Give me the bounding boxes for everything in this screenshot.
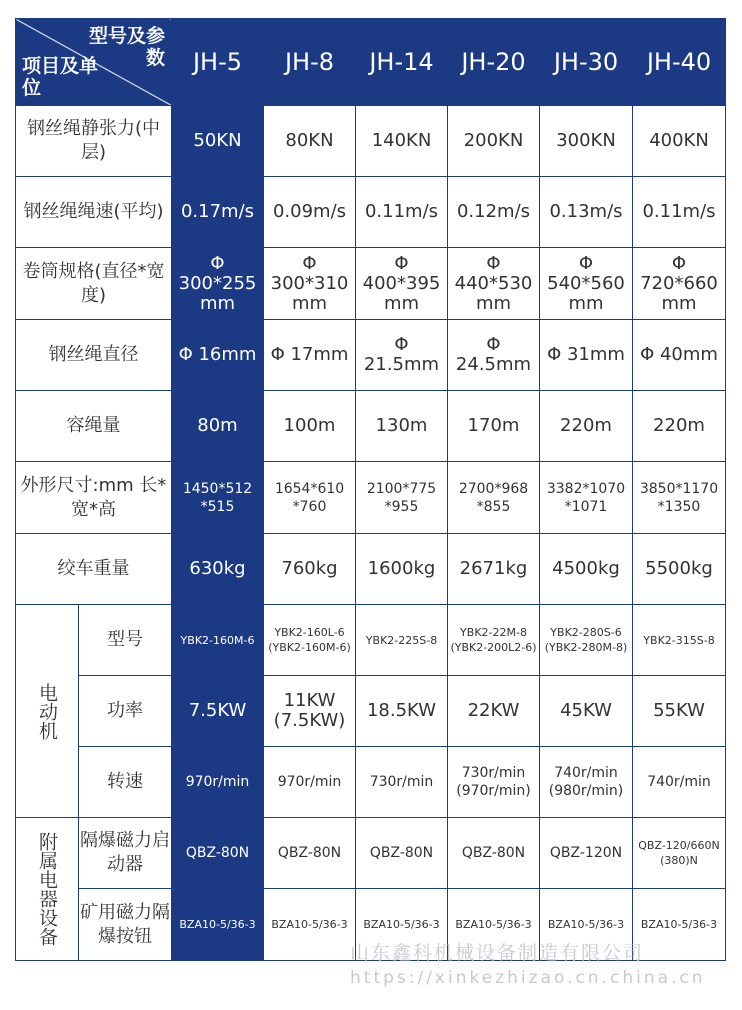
corner-bottom-left-label: 项目及单位 [22,55,99,99]
cell: Φ 300*310 mm [264,248,356,320]
table-row [16,177,726,248]
row-label: 外形尺寸:mm 长*宽*高 [16,462,172,534]
cell: YBK2-315S-8 [633,605,726,676]
model-header: JH-40 [633,19,726,106]
motor-group-label: 电动机 [16,605,79,818]
cell: 18.5KW [356,676,448,747]
cell: 0.17m/s [172,177,264,248]
cell: 1654*610 *760 [264,462,356,534]
cell: QBZ-80N [264,818,356,889]
cell: 3382*1070 *1071 [540,462,633,534]
cell: Φ 17mm [264,320,356,391]
cell: 1450*512 *515 [172,462,264,534]
model-header: JH-14 [356,19,448,106]
cell: BZA10-5/36-3 [540,889,633,961]
cell: Φ 540*560 mm [540,248,633,320]
cell: Φ 720*660 mm [633,248,726,320]
cell: 400KN [633,106,726,177]
cell: QBZ-120/660N (380)N [633,818,726,889]
cell: Φ 400*395 mm [356,248,448,320]
watermark-company: 山东鑫科机械设备制造有限公司 [350,942,645,964]
table-row [16,534,726,605]
cell: 970r/min [172,747,264,818]
cell: 0.12m/s [448,177,540,248]
cell: YBK2-160M-6 [172,605,264,676]
model-header: JH-20 [448,19,540,106]
cell: 760kg [264,534,356,605]
cell: 11KW (7.5KW) [264,676,356,747]
cell: Φ 21.5mm [356,320,448,391]
cell: 200KN [448,106,540,177]
cell: 50KN [172,106,264,177]
row-label: 绞车重量 [16,534,172,605]
table-row [16,462,726,534]
row-label: 功率 [79,676,172,747]
corner-cell [16,19,172,106]
cell: 80m [172,391,264,462]
spec-table [15,18,726,961]
cell: 22KW [448,676,540,747]
cell: 0.11m/s [356,177,448,248]
cell: YBK2-22M-8 (YBK2-200L2-6) [448,605,540,676]
row-label: 容绳量 [16,391,172,462]
cell: 80KN [264,106,356,177]
table-row [16,391,726,462]
cell: 2671kg [448,534,540,605]
spec-table-container [15,18,725,961]
row-label: 矿用磁力隔爆按钮 [79,889,172,961]
cell: 220m [633,391,726,462]
cell: 4500kg [540,534,633,605]
cell: BZA10-5/36-3 [356,889,448,961]
cell: Φ 440*530 mm [448,248,540,320]
row-label: 隔爆磁力启动器 [79,818,172,889]
cell: 740r/min [633,747,726,818]
table-row [16,605,726,676]
electric-group-label: 附属电器设备 [16,818,79,961]
cell: 2700*968 *855 [448,462,540,534]
watermark-url: https://xinkezhizao.cn.china.cn [350,968,706,988]
cell: 5500kg [633,534,726,605]
cell: 220m [540,391,633,462]
cell: 0.13m/s [540,177,633,248]
cell: 0.09m/s [264,177,356,248]
model-header: JH-30 [540,19,633,106]
cell: 3850*1170 *1350 [633,462,726,534]
row-label: 卷筒规格(直径*宽度) [16,248,172,320]
cell: Φ 31mm [540,320,633,391]
cell: 140KN [356,106,448,177]
corner-top-right-label: 型号及参数 [88,25,165,69]
cell: 130m [356,391,448,462]
table-row [16,818,726,889]
row-label: 型号 [79,605,172,676]
table-row [16,320,726,391]
cell: BZA10-5/36-3 [172,889,264,961]
cell: QBZ-80N [448,818,540,889]
row-label: 钢丝绳绳速(平均) [16,177,172,248]
cell: 740r/min (980r/min) [540,747,633,818]
cell: BZA10-5/36-3 [264,889,356,961]
table-row [16,248,726,320]
cell: 45KW [540,676,633,747]
cell: 2100*775 *955 [356,462,448,534]
model-header: JH-8 [264,19,356,106]
cell: 730r/min [356,747,448,818]
cell: 300KN [540,106,633,177]
cell: Φ 300*255 mm [172,248,264,320]
cell: Φ 24.5mm [448,320,540,391]
cell: 170m [448,391,540,462]
cell: BZA10-5/36-3 [448,889,540,961]
row-label: 钢丝绳直径 [16,320,172,391]
cell: Φ 16mm [172,320,264,391]
cell: 55KW [633,676,726,747]
cell: QBZ-80N [356,818,448,889]
cell: 970r/min [264,747,356,818]
table-row [16,106,726,177]
cell: Φ 40mm [633,320,726,391]
cell: 730r/min (970r/min) [448,747,540,818]
table-row [16,676,726,747]
cell: 7.5KW [172,676,264,747]
cell: 0.11m/s [633,177,726,248]
cell: YBK2-280S-6 (YBK2-280M-8) [540,605,633,676]
cell: YBK2-160L-6 (YBK2-160M-6) [264,605,356,676]
row-label: 转速 [79,747,172,818]
cell: 630kg [172,534,264,605]
row-label: 钢丝绳静张力(中层) [16,106,172,177]
cell: QBZ-120N [540,818,633,889]
cell: YBK2-225S-8 [356,605,448,676]
cell: 1600kg [356,534,448,605]
table-row [16,747,726,818]
header-row [16,19,726,106]
cell: QBZ-80N [172,818,264,889]
cell: 100m [264,391,356,462]
cell: BZA10-5/36-3 [633,889,726,961]
model-header: JH-5 [172,19,264,106]
